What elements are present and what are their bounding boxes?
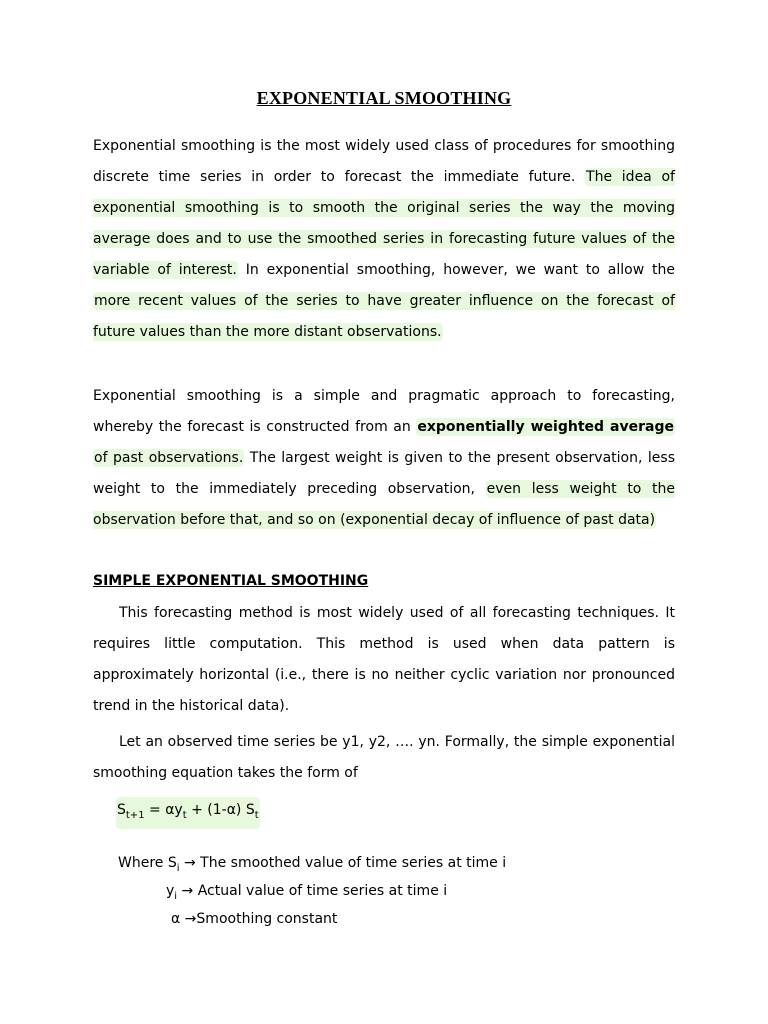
definition-smoothed-value: Where $S_i$ → The smoothed value of time series at time i	[118, 855, 507, 874]
paragraph-intro	[93, 131, 675, 348]
arrow-right-icon: →	[177, 883, 198, 899]
arrow-right-icon: →	[180, 911, 197, 927]
smoothing-equation: $S_{t+1} = \alpha y_t + (1-\alpha)$ $S_t$	[116, 797, 260, 829]
section-heading: SIMPLE EXPONENTIAL SMOOTHING	[93, 573, 369, 589]
arrow-right-icon: →	[179, 855, 201, 871]
definition-actual-value: $y_i$ → Actual value of time series at time i	[166, 883, 448, 902]
intro-highlight-1: The idea of exponential smoothing is to smooth the original series the way the moving average does and to use the smoothed series in forecasting future values of the variable of interest.	[93, 169, 675, 278]
intro-sentence-1: Exponential smoothing is the most widely used class of procedures for smoothing discrete time series in order to forecast the immediate future.	[93, 138, 675, 185]
definition-smoothing-constant: α →Smoothing constant	[171, 911, 338, 927]
paragraph-formal: Let an observed time series be y1, y2, …. yn. Formally, the simple exponential smoothing equation takes the form of	[93, 734, 675, 781]
intro-highlight-2: more recent values of the series to have greater influence on the forecast of future values than the more distant observations.	[93, 293, 675, 340]
page-title: EXPONENTIAL SMOOTHING	[256, 88, 512, 108]
intro-sentence-3: In exponential smoothing, however, we want to allow the	[245, 262, 675, 278]
approach-highlight-past: of past observations.	[94, 450, 244, 466]
approach-sentence-1: Exponential smoothing is a simple and pragmatic approach to forecasting, whereby the forecast is constructed from an	[93, 388, 675, 435]
approach-sentence-4: The largest weight is given to the present observation, less weight to the immediately preceding observation,	[93, 450, 675, 497]
paragraph-approach	[93, 381, 675, 536]
paragraph-method: This forecasting method is most widely used of all forecasting techniques. It requires little computation. This method is used when data pattern is approximately horizontal (i.e., there is no neither cyclic variation nor pronounced trend in the historical data).	[93, 605, 675, 714]
approach-highlight-decay: even less weight to the observation before that, and so on (exponential decay of influence of past data)	[93, 481, 676, 528]
approach-highlight-bold: exponentially weighted average	[417, 419, 674, 435]
